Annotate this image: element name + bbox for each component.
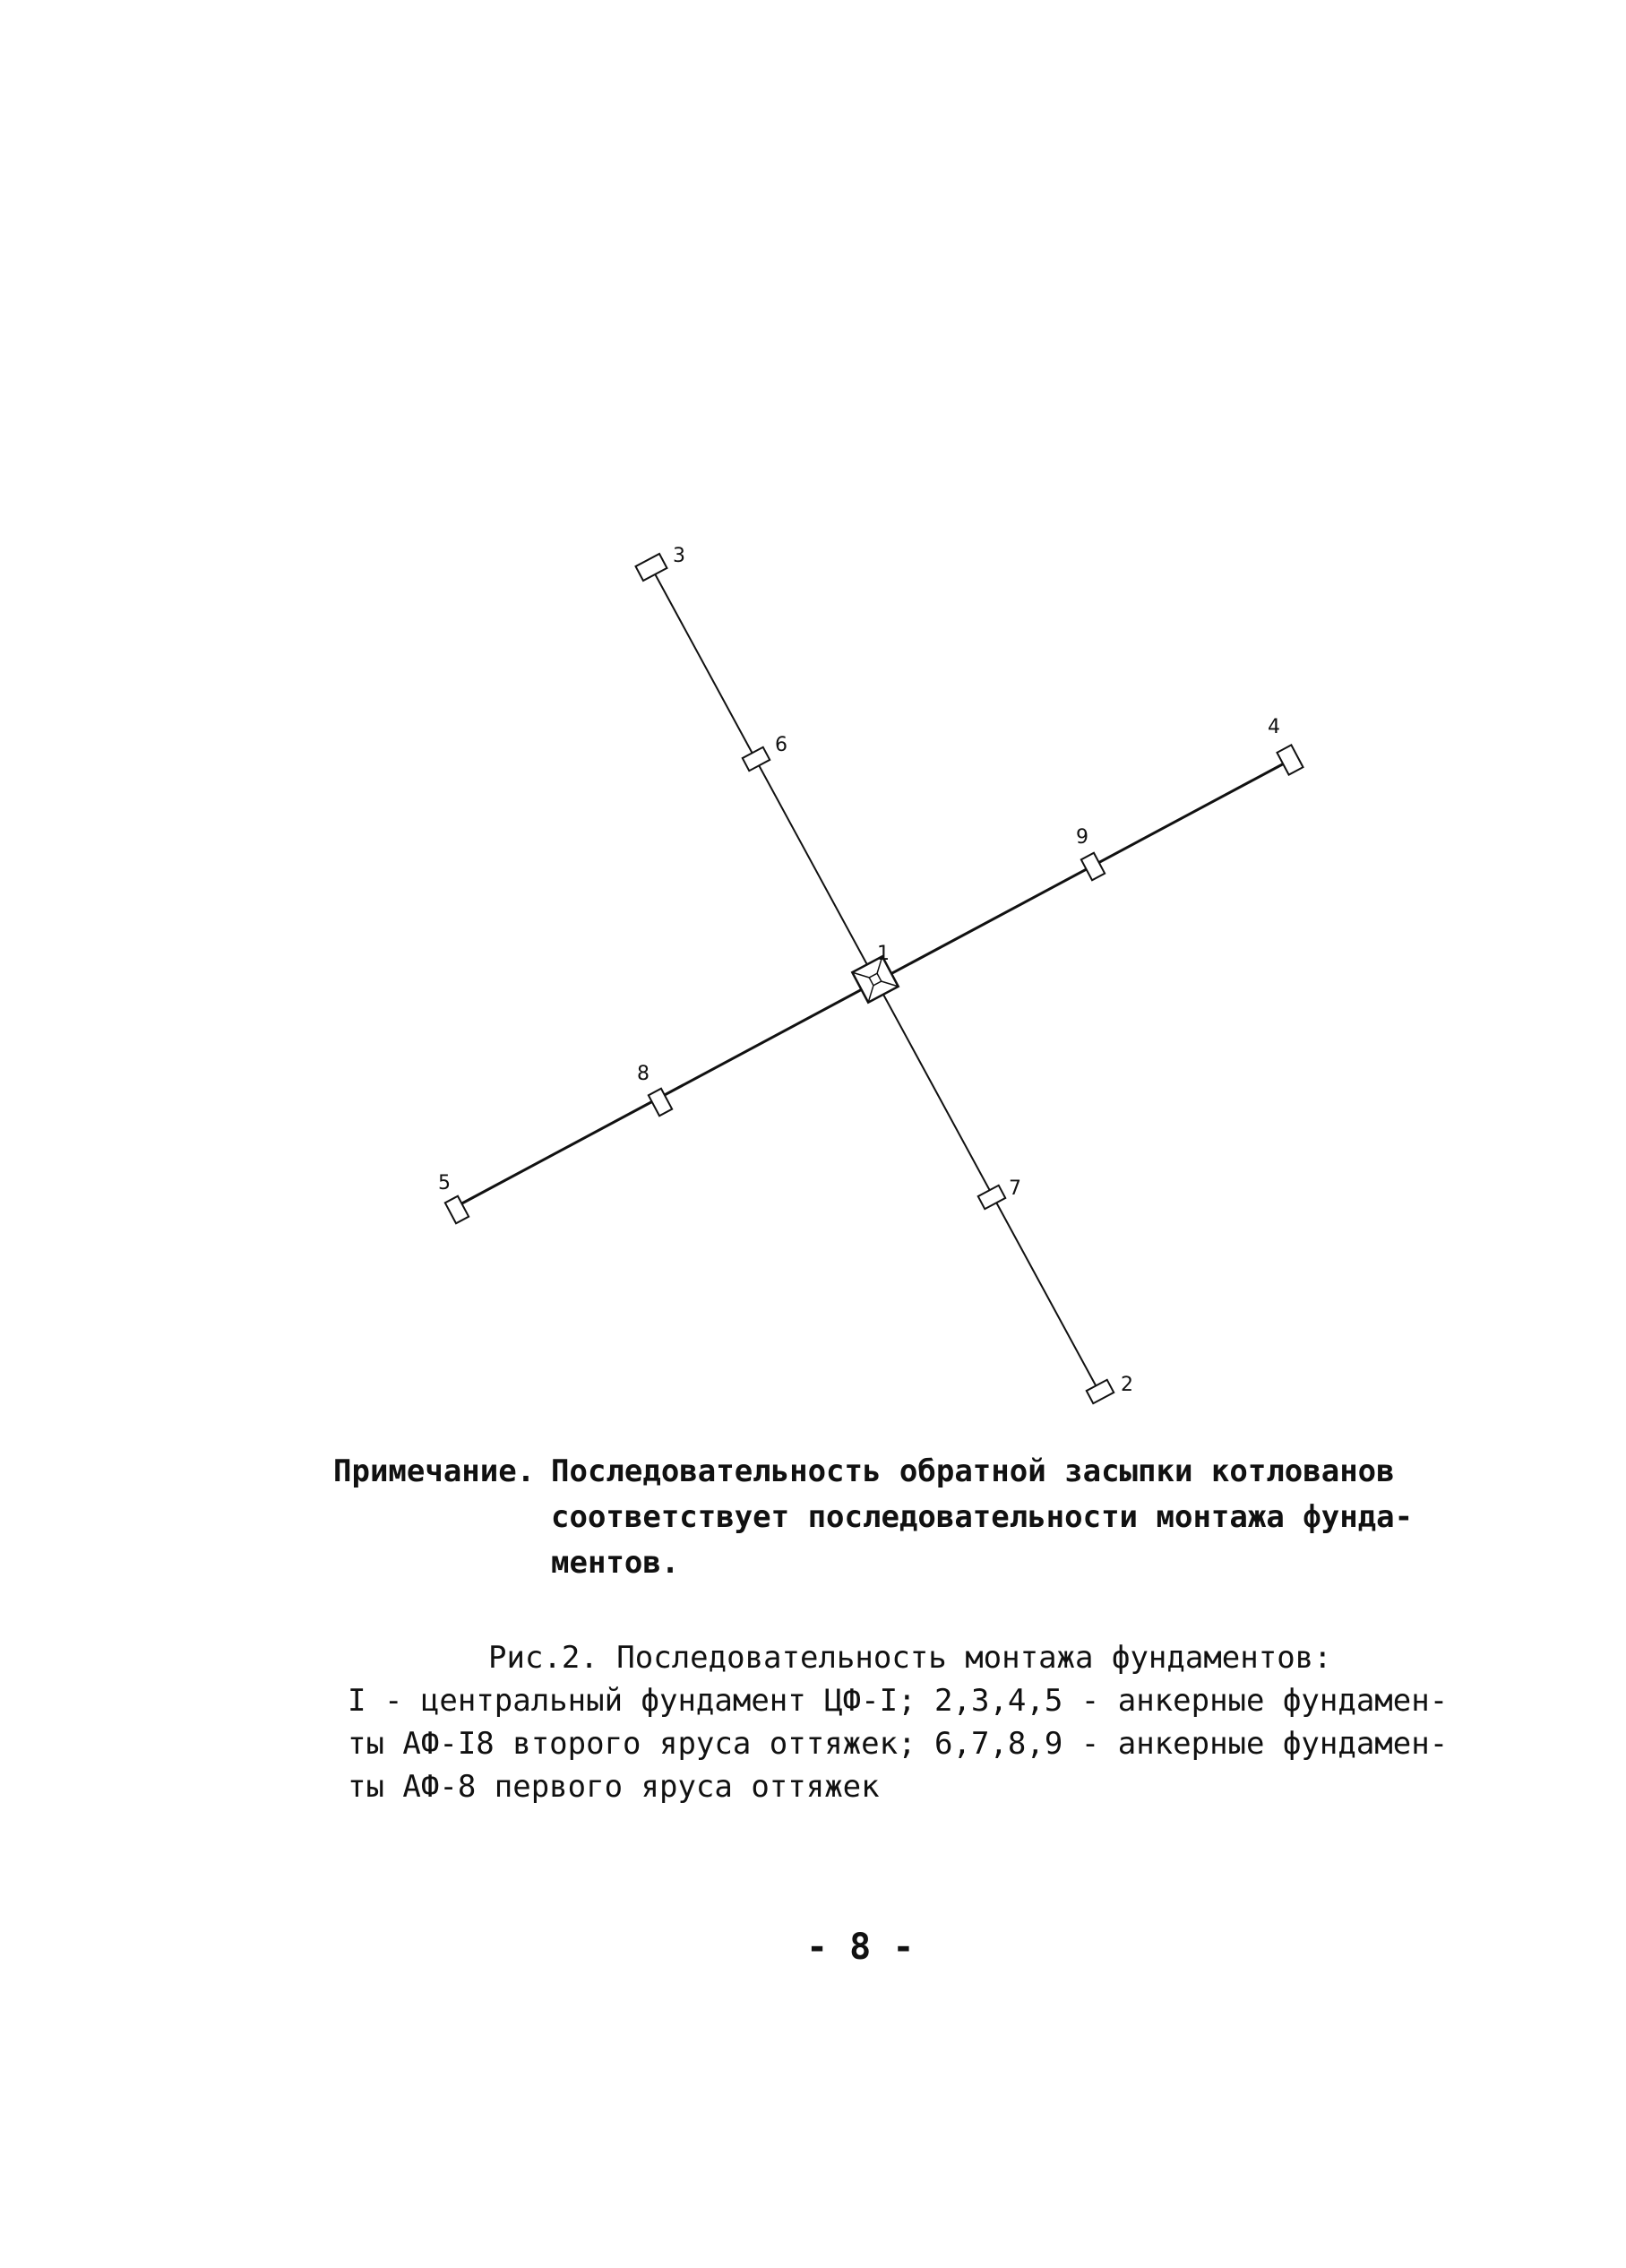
note-line: соответствует последовательности монтажа фунда- xyxy=(551,1499,1414,1535)
note-line: ментов. xyxy=(551,1545,680,1581)
figure-caption-line: ты АФ-I8 второго яруса оттяжек; 6,7,8,9 - анкерные фундамен- xyxy=(348,1726,1449,1762)
anchor-foundation-5 xyxy=(445,1196,469,1223)
anchor-foundation-9 xyxy=(1081,853,1105,880)
label-foundation-2: 2 xyxy=(1121,1374,1133,1396)
central-foundation-1 xyxy=(852,956,898,1002)
label-foundation-7: 7 xyxy=(1009,1177,1021,1200)
anchor-foundation-7 xyxy=(978,1186,1005,1209)
label-foundation-1: 1 xyxy=(877,943,890,965)
anchor-foundation-6 xyxy=(743,747,770,771)
figure-caption-title: Рис.2. Последовательность монтажа фундаментов: xyxy=(488,1640,1332,1676)
label-foundation-5: 5 xyxy=(438,1172,451,1194)
label-foundation-6: 6 xyxy=(775,734,787,756)
figure-caption-line: I - центральный фундамент ЦФ-I; 2,3,4,5 - анкерные фундамен- xyxy=(348,1683,1449,1719)
anchor-foundation-2 xyxy=(1087,1380,1114,1403)
label-foundation-9: 9 xyxy=(1076,826,1088,849)
page-number: - 8 - xyxy=(806,1927,915,1968)
note-label: Примечание. xyxy=(333,1453,536,1489)
label-foundation-3: 3 xyxy=(673,545,685,567)
anchor-foundation-3 xyxy=(636,554,667,581)
note-line: Последовательность обратной засыпки котлованов xyxy=(551,1453,1395,1489)
label-foundation-4: 4 xyxy=(1268,716,1280,738)
anchor-foundation-4 xyxy=(1277,745,1303,774)
figure-caption-line: ты АФ-8 первого яруса оттяжек xyxy=(348,1769,880,1805)
label-foundation-8: 8 xyxy=(637,1063,650,1085)
